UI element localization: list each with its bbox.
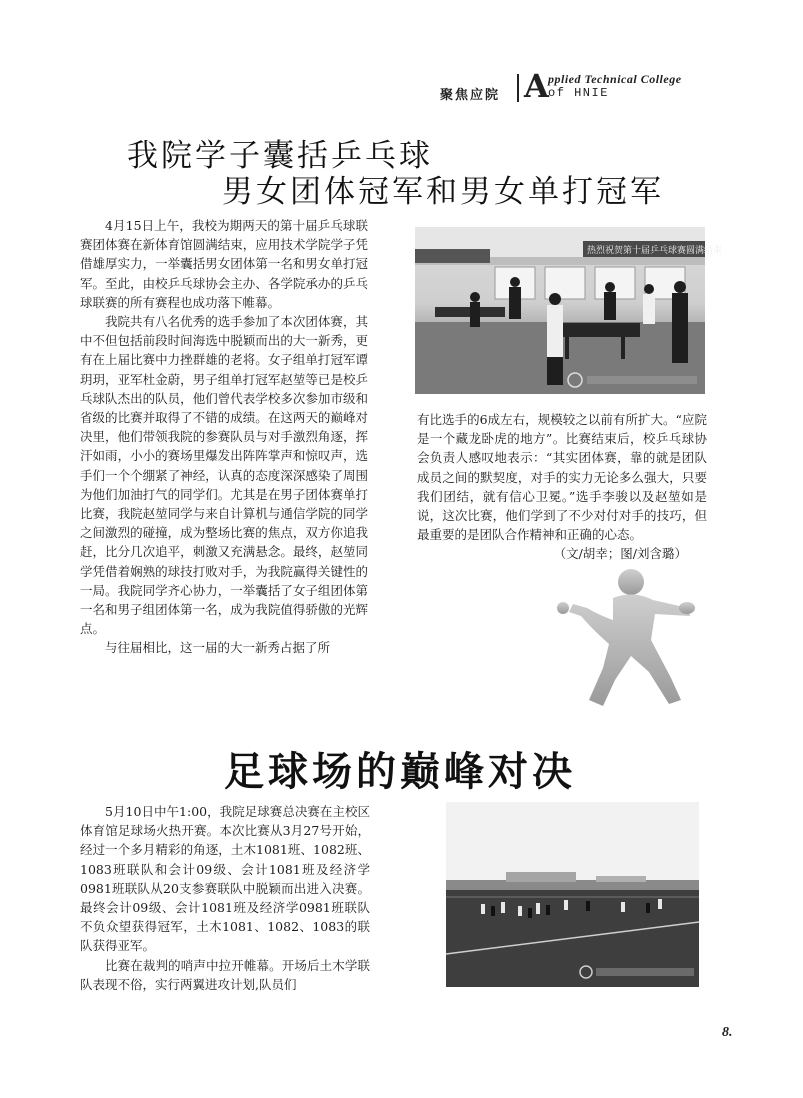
header-divider — [517, 74, 519, 102]
photo-banner-text: 热烈祝贺第十届乒乓球赛圆满结束 — [587, 246, 723, 256]
paragraph: 与往届相比，这一届的大一新秀占据了所 — [105, 640, 331, 656]
college-logo-letter: A — [524, 67, 549, 105]
paragraph: 我院共有八名优秀的选手参加了本次团体赛，其中不但包括前段时间海选中脱颖而出的大一新秀，更有在上届比赛中力挫群雄的老将。女子组单打冠军谭玥玥，亚军杜金蔚，男子组单打冠军赵堃等已是校乒乓球队杰出的队员，他们曾代表学校多次参加市级和省级的比赛并取得了不错的成绩。在这两天的巅峰对决里，他们带领我院的参赛队员与对手激烈角逐，挥汗如雨，小小的赛场里爆发出阵阵掌声和惊叹声，选手们一个个绷紧了神经，认真的态度深深感染了周围为他们加油打气的同学们。尤其是在男子团体赛单打比赛，我院赵堃同学与来自计算机与通信学院的同学之间激烈的碰撞，成为整场比赛的焦点，双方你追我赶，比分几次追平，刺激又充满悬念。最终，赵堃同学凭借着娴熟的球技打败对手，为我院赢得关键性的一局。我院同学齐心协力，一举囊括了女子组团体第一名和男子组团体第一名，成为我院值得骄傲的光辉点。 — [80, 314, 368, 637]
article1-column-right — [417, 410, 707, 564]
table-tennis-photo — [415, 227, 723, 394]
article1-title-line2: 男女团体冠军和男女单打冠军 — [222, 174, 664, 210]
table-tennis-player-silhouette — [553, 560, 698, 708]
page-number: 8. — [722, 1025, 733, 1040]
article1-title-line1: 我院学子囊括乒乓球 — [127, 138, 433, 174]
paragraph: 4月15日上午，我校为期两天的第十届乒乓球联赛团体赛在新体育馆圆满结束，应用技术学院学子凭借雄厚实力，一举囊括男女团体第一名和男女单打冠军。至此，由校乒乓球协会主办、各学院承办的乒乓球联赛的所有赛程也成功落下帷幕。 — [80, 218, 368, 310]
article2-title: 足球场的巅峰对决 — [224, 749, 576, 795]
paragraph: 比赛在裁判的哨声中拉开帷幕。开场后土木学联队表现不俗，实行两翼进攻计划,队员们 — [80, 957, 370, 992]
college-logo-line1: pplied Technical College — [548, 72, 682, 86]
section-label: 聚焦应院 — [440, 88, 501, 103]
paragraph: 有比选手的6成左右，规模较之以前有所扩大。“应院是一个藏龙卧虎的地方”。比赛结束后，校乒乓球协会负责人感叹地表示：“其实团体赛，靠的就是团队成员之间的默契度，对手的实力无论多么强大，只要我们团结，就有信心卫冕。”选手李骏以及赵堃如是说，这次比赛，他们学到了不少对付对手的技巧，但最重要的是团队合作精神和正确的心态。 — [417, 412, 707, 543]
article2-column — [80, 802, 370, 994]
paragraph: 5月10日中午1:00，我院足球赛总决赛在主校区体育馆足球场火热开赛。本次比赛从3月27号开始，经过一个多月精彩的角逐，土木1081班、1082班、1083班联队和会计09级、会计1081班及经济学0981班联队从20支参赛联队中脱颖而出进入决赛。最终会计09级、会计1081班及经济学0981班联队不负众望获得冠军，土木1081、1082、1083的联队获得亚军。 — [80, 804, 370, 954]
college-logo-line2: of HNIE — [548, 86, 609, 100]
article1-credit: （文/胡幸；图/刘含璐） — [553, 546, 687, 562]
article1-column-left — [80, 216, 368, 658]
football-match-photo — [446, 802, 699, 987]
